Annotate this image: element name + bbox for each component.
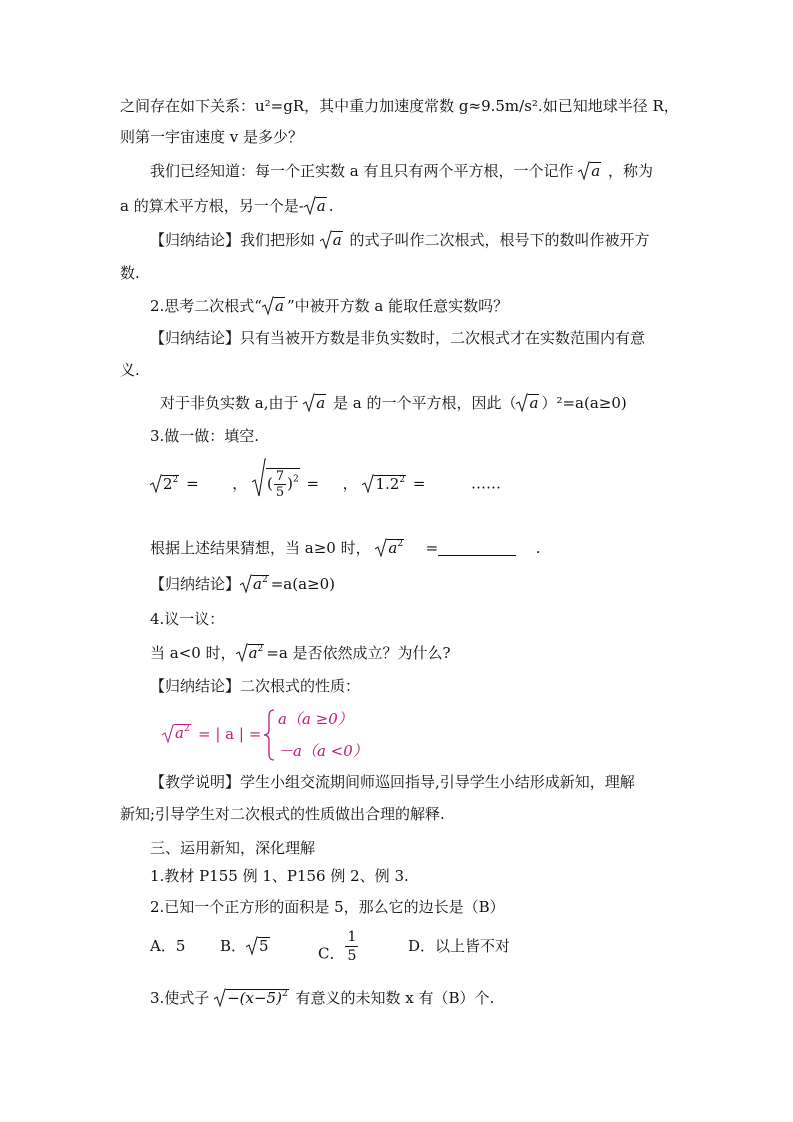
text-seg: 是 a 的一个平方根，因此（	[333, 394, 517, 412]
text-line	[150, 296, 508, 316]
text-line	[150, 538, 541, 558]
text-line	[150, 643, 451, 663]
text-seg: 有意义的未知数 x 有（B）个.	[295, 989, 495, 1007]
options-line	[150, 929, 550, 976]
text-line: 新知;引导学生对二次根式的性质做出合理的解释.	[120, 805, 445, 823]
sqrt-a-symbol: a	[320, 230, 343, 250]
ellipsis: ……	[470, 474, 501, 493]
text-line	[120, 196, 334, 216]
text-seg: 的式子叫作二次根式，根号下的数叫作被开方	[349, 231, 650, 249]
sqrt-a-symbol: a	[516, 393, 539, 413]
sqrt-a-squared: $a^2$	[162, 724, 191, 742]
option-a: A．5	[150, 937, 186, 955]
sqrt-a-symbol: a	[304, 196, 327, 216]
sqrt-a-symbol: a	[578, 161, 601, 181]
text-line: 1.教材 P155 例 1、P156 例 2、例 3.	[150, 867, 409, 885]
text-seg: 当 a<0 时，	[150, 644, 236, 662]
text-seg: ”中被开方数 a 能取任意实数吗？	[286, 297, 509, 315]
text-seg: 根据上述结果猜想，当 a≥0 时，	[150, 539, 371, 557]
exercise-line	[150, 468, 501, 500]
case-nonnegative: a（a ≥0）	[278, 710, 353, 728]
sqrt-expression: $-(x-5)^2$	[214, 988, 289, 1008]
text-line: 4.议一议：	[150, 610, 225, 628]
equals-sign: =	[425, 539, 439, 557]
question	[150, 988, 494, 1008]
text-line: 【教学说明】学生小组交流期间师巡回指导,引导学生小结形成新知，理解	[150, 773, 635, 791]
sqrt-a-squared: $a^2$	[375, 538, 404, 558]
sqrt-fraction-squared: ( $\frac{7}{5}$ )$^2$	[252, 468, 300, 500]
text-seg: 2.思考二次根式“	[150, 297, 262, 315]
text-line	[150, 161, 653, 181]
text-seg: 【归纳结论】我们把形如	[150, 231, 316, 249]
abs-value-expression: = | a | =	[198, 725, 262, 743]
sqrt-a-squared: $a^2$	[240, 574, 269, 594]
left-brace	[262, 708, 276, 762]
text-seg: =a 是否依然成立？为什么?	[266, 644, 451, 662]
text-seg: 对于非负实数 a,由于	[160, 394, 299, 412]
text-seg: 我们已经知道：每一个正实数 a 有且只有两个平方根，一个记作	[150, 162, 574, 180]
answer-blank[interactable]	[438, 540, 516, 556]
text-line	[160, 393, 627, 413]
text-line	[150, 574, 335, 594]
sqrt-5: 5	[246, 936, 270, 956]
equals-sign: =	[306, 474, 320, 493]
text-seg: .	[535, 539, 541, 557]
text-line: 【归纳结论】只有当被开方数是非负实数时，二次根式才在实数范围内有意	[150, 329, 646, 347]
equals-sign: =	[412, 474, 426, 493]
text-line: 之间存在如下关系：u²=gR，其中重力加速度常数 g≈9.5m/s².如已知地球半径 R，	[120, 97, 679, 115]
text-line	[150, 230, 650, 250]
sqrt-a-symbol: a	[262, 296, 285, 316]
text-seg: ，称为	[608, 162, 654, 180]
sqrt-a-squared: $a^2$	[236, 643, 265, 663]
text-seg: =a(a≥0)	[270, 575, 335, 593]
section-heading: 三、运用新知，深化理解	[150, 839, 316, 857]
text-seg: a 的算术平方根，另一个是-	[120, 197, 304, 215]
text-line: 义.	[120, 361, 140, 379]
comma: ，	[342, 474, 358, 493]
option-c: C． $\frac{1}{5}$	[318, 929, 357, 964]
sqrt-2-squared: $2^2$	[150, 474, 179, 494]
option-d: D．以上皆不对	[408, 937, 511, 955]
text-line: 3.做一做：填空.	[150, 427, 260, 445]
sqrt-a-symbol: a	[303, 393, 326, 413]
sqrt-property-formula	[162, 704, 402, 766]
text-seg: 【归纳结论】	[150, 575, 241, 593]
text-line: 数.	[120, 264, 140, 282]
question: 2.已知一个正方形的面积是 5，那么它的边长是（B）	[150, 898, 505, 916]
text-seg: .	[328, 197, 334, 215]
equals-sign: =	[186, 474, 199, 493]
text-seg: 3.使式子	[150, 989, 210, 1007]
text-seg: ）²=a(a≥0)	[541, 394, 627, 412]
option-b: B． 5	[220, 937, 269, 955]
sqrt-1-2-squared: $1.2^2$	[362, 474, 406, 494]
text-line: 【归纳结论】二次根式的性质：	[150, 677, 361, 695]
comma: ，	[232, 474, 248, 493]
text-line: 则第一宇宙速度 v 是多少？	[120, 128, 304, 146]
case-negative: －a（a <0）	[278, 742, 368, 760]
